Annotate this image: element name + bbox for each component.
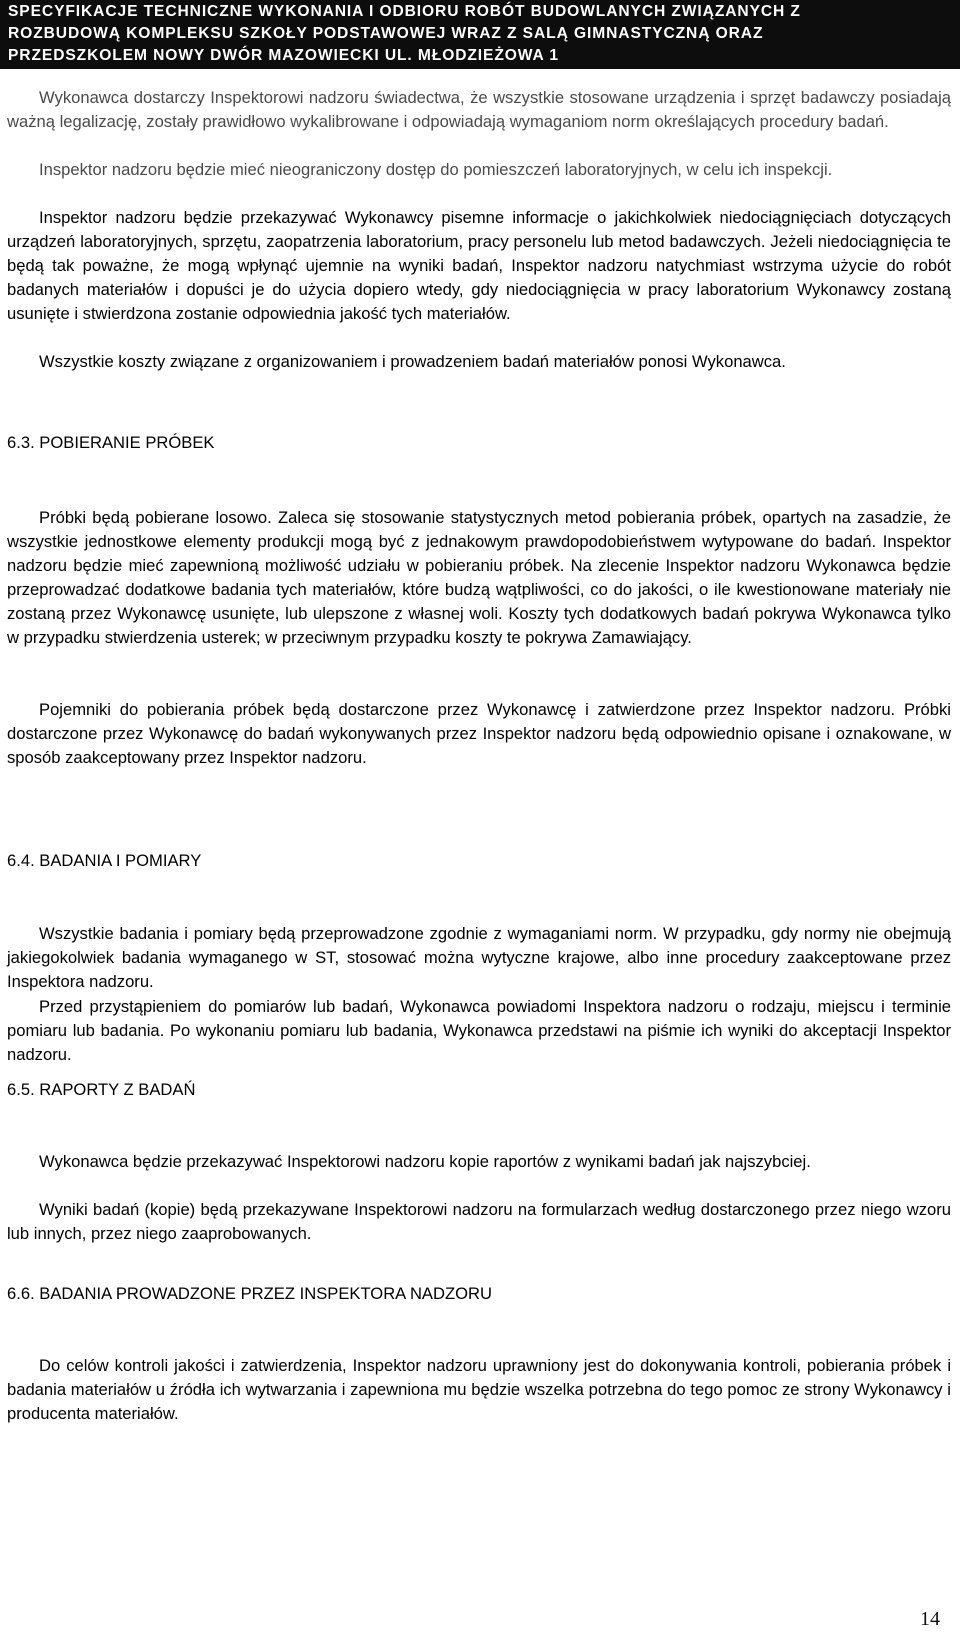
section-6-5-paragraph-1: Wykonawca będzie przekazywać Inspektorowi nadzoru kopie raportów z wynikami badań jak najszybciej. <box>39 1152 811 1171</box>
section-6-4-paragraph-2: Przed przystąpieniem do pomiarów lub badań, Wykonawca powiadomi Inspektora nadzoru o rodzaju, miejscu i terminie pomiaru lub badania. Po wykonaniu pomiaru lub badania, Wykonawca przedstawi na piśmie ich wyniki do akceptacji Inspektor nadzoru. <box>7 997 951 1064</box>
intro-paragraph-3: Inspektor nadzoru będzie przekazywać Wykonawcy pisemne informacje o jakichkolwiek niedociągnięciach dotyczących urządzeń laboratoryjnych, sprzętu, zaopatrzenia laboratorium, pracy personelu lub metod badawczych. Jeżeli niedociągnięcia te będą tak poważne, że mogą wpłynąć ujemnie na wyniki badań, Inspektor nadzoru natychmiast wstrzyma użycie do robót badanych materiałów i dopuści je do użycia dopiero wtedy, gdy niedociągnięcia w pracy laboratorium Wykonawcy zostaną usunięte i stwierdzona zostanie odpowiednia jakość tych materiałów. <box>7 208 951 323</box>
header-line-1: SPECYFIKACJE TECHNICZNE WYKONANIA I ODBIORU ROBÓT BUDOWLANYCH ZWIĄZANYCH Z <box>8 3 801 20</box>
intro-paragraph-4: Wszystkie koszty związane z organizowaniem i prowadzeniem badań materiałów ponosi Wykonawca. <box>39 352 786 371</box>
header-line-3: PRZEDSZKOLEM NOWY DWÓR MAZOWIECKI UL. MŁODZIEŻOWA 1 <box>8 47 559 64</box>
section-6-5-paragraph-2: Wyniki badań (kopie) będą przekazywane Inspektorowi nadzoru na formularzach według dostarczonego przez niego wzoru lub innych, przez niego zaaprobowanych. <box>7 1200 951 1243</box>
section-heading-6-5: 6.5. RAPORTY Z BADAŃ <box>7 1080 196 1099</box>
section-6-6-paragraph-1: Do celów kontroli jakości i zatwierdzenia, Inspektor nadzoru uprawniony jest do dokonywania kontroli, pobierania próbek i badania materiałów u źródła ich wytwarzania i zapewniona mu będzie wszelka potrzebna do tego pomoc ze strony Wykonawcy i producenta materiałów. <box>7 1356 951 1423</box>
intro-paragraph-2: Inspektor nadzoru będzie mieć nieograniczony dostęp do pomieszczeń laboratoryjnych, w celu ich inspekcji. <box>39 160 833 179</box>
section-6-4-paragraph-1: Wszystkie badania i pomiary będą przeprowadzone zgodnie z wymaganiami norm. W przypadku, gdy normy nie obejmują jakiegokolwiek badania wymaganego w ST, stosować można wytyczne krajowe, albo inne procedury zaakceptowane przez Inspektora nadzoru. <box>7 924 951 991</box>
header-line-2: ROZBUDOWĄ KOMPLEKSU SZKOŁY PODSTAWOWEJ WRAZ Z SALĄ GIMNASTYCZNĄ ORAZ <box>8 25 764 42</box>
section-heading-6-6: 6.6. BADANIA PROWADZONE PRZEZ INSPEKTORA NADZORU <box>7 1284 492 1303</box>
document-header <box>0 0 960 69</box>
section-6-3-paragraph-2: Pojemniki do pobierania próbek będą dostarczone przez Wykonawcę i zatwierdzone przez Inspektor nadzoru. Próbki dostarczone przez Wykonawcę do badań wykonywanych przez Inspektor nadzoru będą odpowiednio opisane i oznakowane, w sposób zaakceptowany przez Inspektor nadzoru. <box>7 700 951 767</box>
section-heading-6-3: 6.3. POBIERANIE PRÓBEK <box>7 433 215 452</box>
section-heading-6-4: 6.4. BADANIA I POMIARY <box>7 851 202 870</box>
section-6-3-paragraph-1: Próbki będą pobierane losowo. Zaleca się stosowanie statystycznych metod pobierania próbek, opartych na zasadzie, że wszystkie jednostkowe elementy produkcji mogą być z jednakowym prawdopodobieństwem wytypowane do badań. Inspektor nadzoru będzie mieć zapewnioną możliwość udziału w pobieraniu próbek. Na zlecenie Inspektor nadzoru Wykonawca będzie przeprowadzać dodatkowe badania tych materiałów, które budzą wątpliwości, co do jakości, o ile kwestionowane materiały nie zostaną przez Wykonawcę usunięte, lub ulepszone z własnej woli. Koszty tych dodatkowych badań pokrywa Wykonawca tylko w przypadku stwierdzenia usterek; w przeciwnym przypadku koszty te pokrywa Zamawiający. <box>7 508 951 647</box>
intro-paragraph-1: Wykonawca dostarczy Inspektorowi nadzoru świadectwa, że wszystkie stosowane urządzenia i sprzęt badawczy posiadają ważną legalizację, zostały prawidłowo wykalibrowane i odpowiadają wymaganiom norm określających procedury badań. <box>7 88 951 131</box>
page-number: 14 <box>920 1608 940 1630</box>
